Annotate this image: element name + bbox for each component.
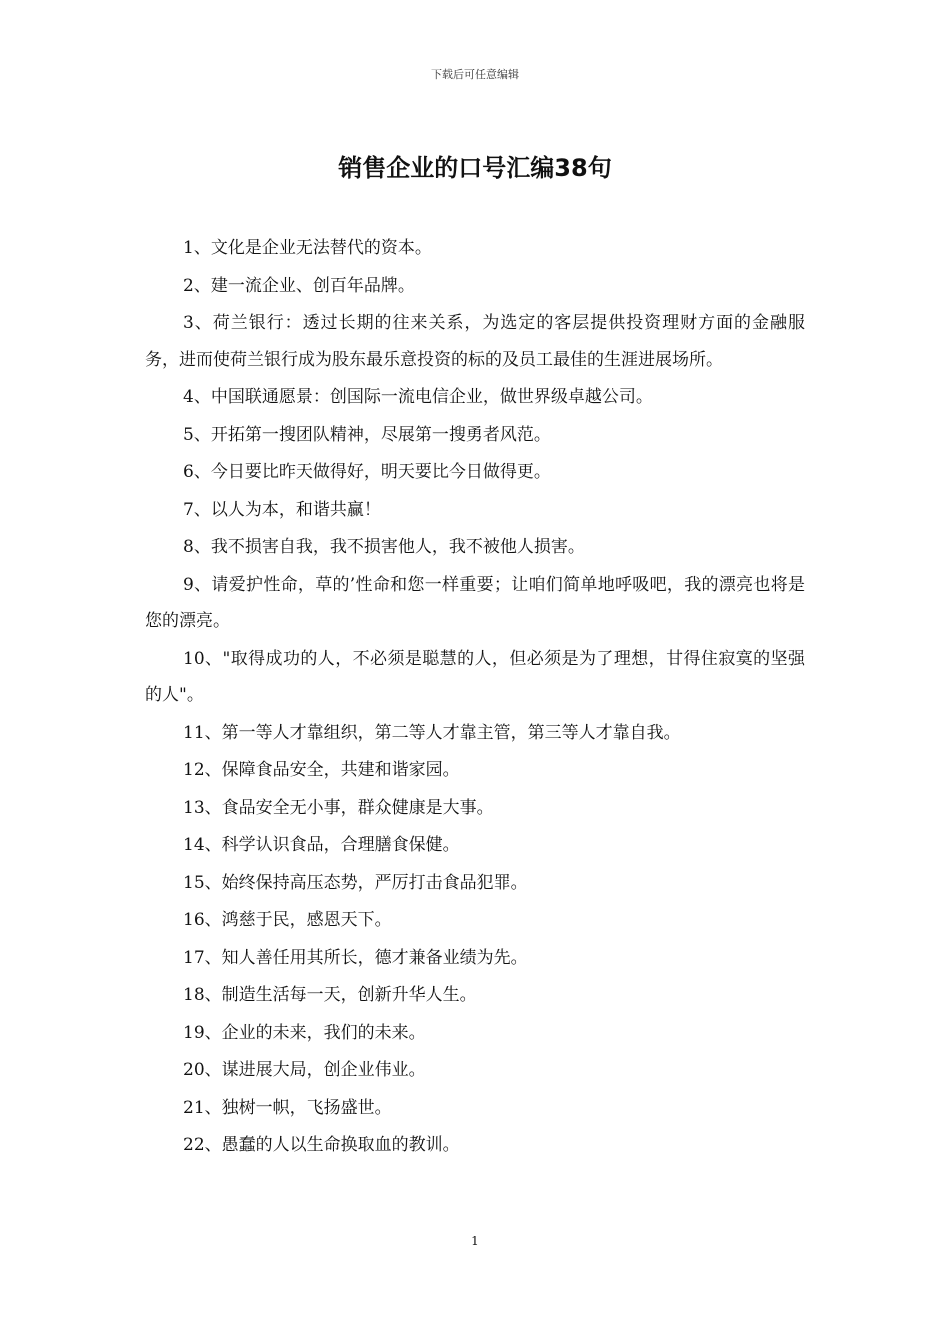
list-item: 20、谋进展大局，创企业伟业。 — [183, 1060, 426, 1080]
list-item: 6、今日要比昨天做得好，明天要比今日做得更。 — [183, 462, 551, 482]
list-item: 1、文化是企业无法替代的资本。 — [183, 238, 432, 258]
header-note: 下载后可任意编辑 — [431, 68, 519, 81]
list-item: 21、独树一帜，飞扬盛世。 — [183, 1097, 392, 1118]
document-title: 销售企业的口号汇编38句 — [338, 154, 612, 182]
list-item: 14、科学认识食品，合理膳食保健。 — [183, 835, 460, 855]
list-item: 8、我不损害自我，我不损害他人，我不被他人损害。 — [183, 537, 585, 557]
list-item: 7、以人为本，和谐共赢！ — [183, 499, 381, 520]
list-item: 19、企业的未来，我们的未来。 — [183, 1022, 426, 1043]
slogan-list — [145, 230, 805, 1165]
list-item: 9、请爱护性命，草的’性命和您一样重要；让咱们简单地呼吸吧，我的漂亮也将是您的漂亮。 — [145, 574, 805, 631]
list-item: 18、制造生活每一天，创新升华人生。 — [183, 985, 477, 1005]
list-item: 16、鸿慈于民，感恩天下。 — [183, 910, 392, 930]
list-item: 22、愚蠢的人以生命换取血的教训。 — [183, 1135, 460, 1155]
list-item: 2、建一流企业、创百年品牌。 — [183, 275, 415, 296]
page-number: 1 — [471, 1234, 479, 1248]
list-item: 13、食品安全无小事，群众健康是大事。 — [183, 797, 494, 818]
list-item: 11、第一等人才靠组织，第二等人才靠主管，第三等人才靠自我。 — [183, 722, 681, 743]
list-item: 5、开拓第一搜团队精神，尽展第一搜勇者风范。 — [183, 424, 551, 445]
list-item: 3、荷兰银行：透过长期的往来关系，为选定的客层提供投资理财方面的金融服务，进而使荷兰银行成为股东最乐意投资的标的及员工最佳的生涯进展场所。 — [145, 313, 805, 370]
list-item: 17、知人善任用其所长，德才兼备业绩为先。 — [183, 947, 528, 968]
list-item: 10、"取得成功的人，不必须是聪慧的人，但必须是为了理想，甘得住寂寞的坚强的人"。 — [145, 648, 805, 705]
list-item: 12、保障食品安全，共建和谐家园。 — [183, 760, 460, 780]
list-item: 4、中国联通愿景：创国际一流电信企业，做世界级卓越公司。 — [183, 387, 653, 407]
list-item: 15、始终保持高压态势，严厉打击食品犯罪。 — [183, 872, 528, 893]
